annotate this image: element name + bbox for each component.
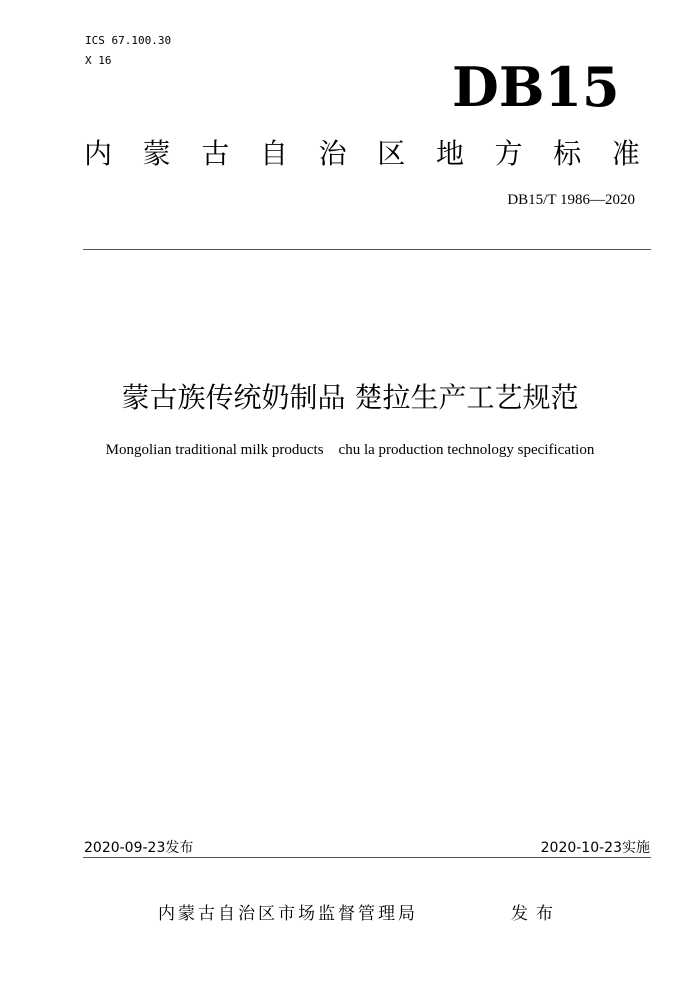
level-char: 古 <box>201 137 230 170</box>
standard-level-title <box>84 137 640 171</box>
implementation-date: 2020-10-23实施 <box>540 840 650 856</box>
document-title-english: Mongolian traditional milk products chu la production technology specification <box>105 442 595 458</box>
standard-number: DB15/T 1986—2020 <box>507 192 635 208</box>
level-char: 蒙 <box>142 137 171 170</box>
level-char: 准 <box>611 137 640 170</box>
level-char: 区 <box>377 137 406 170</box>
ccs-code: X 16 <box>85 54 112 67</box>
level-char: 治 <box>318 137 347 170</box>
level-char: 内 <box>84 137 113 170</box>
level-char: 自 <box>259 137 288 170</box>
issued-label: 发布 <box>511 904 561 924</box>
bottom-divider <box>83 857 651 858</box>
top-divider <box>83 249 651 250</box>
level-char: 标 <box>553 137 582 170</box>
level-char: 方 <box>494 137 523 170</box>
standard-logo: DB15 <box>452 55 620 119</box>
issue-date: 2020-09-23发布 <box>84 840 194 856</box>
issuing-authority: 内蒙古自治区市场监督管理局 <box>158 904 418 924</box>
level-char: 地 <box>435 137 464 170</box>
document-title-chinese: 蒙古族传统奶制品 楚拉生产工艺规范 <box>121 381 579 414</box>
ics-code: ICS 67.100.30 <box>85 34 172 47</box>
